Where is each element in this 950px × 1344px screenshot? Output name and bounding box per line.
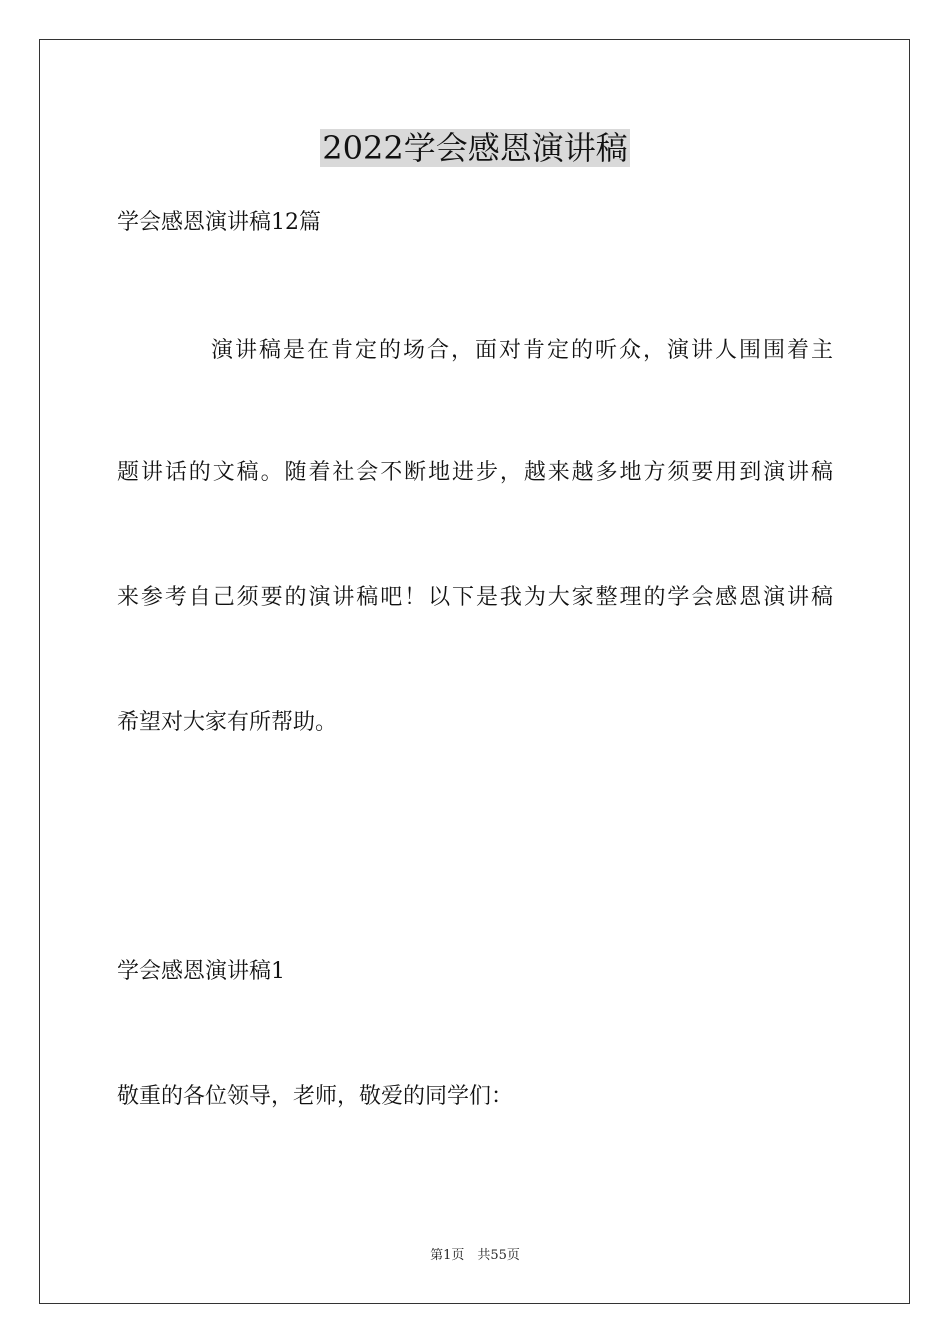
intro-paragraph-line-1: 演讲稿是在肯定的场合，面对肯定的听众，演讲人围围着主 bbox=[211, 338, 833, 363]
page-number-footer: 第1页 共55页 bbox=[430, 1248, 520, 1263]
document-title-text: 2022学会感恩演讲稿 bbox=[322, 129, 628, 167]
salutation-text: 敬重的各位领导，老师，敬爱的同学们： bbox=[117, 1084, 514, 1109]
document-subtitle: 学会感恩演讲稿12篇 bbox=[117, 210, 321, 235]
document-title bbox=[0, 126, 950, 170]
intro-paragraph-line-3: 来参考自己须要的演讲稿吧！以下是我为大家整理的学会感恩演讲稿 bbox=[117, 585, 833, 610]
intro-paragraph-line-4: 希望对大家有所帮助。 bbox=[117, 710, 338, 735]
section-heading: 学会感恩演讲稿1 bbox=[117, 959, 285, 984]
intro-paragraph-line-2: 题讲话的文稿。随着社会不断地进步，越来越多地方须要用到演讲稿 bbox=[117, 460, 833, 485]
